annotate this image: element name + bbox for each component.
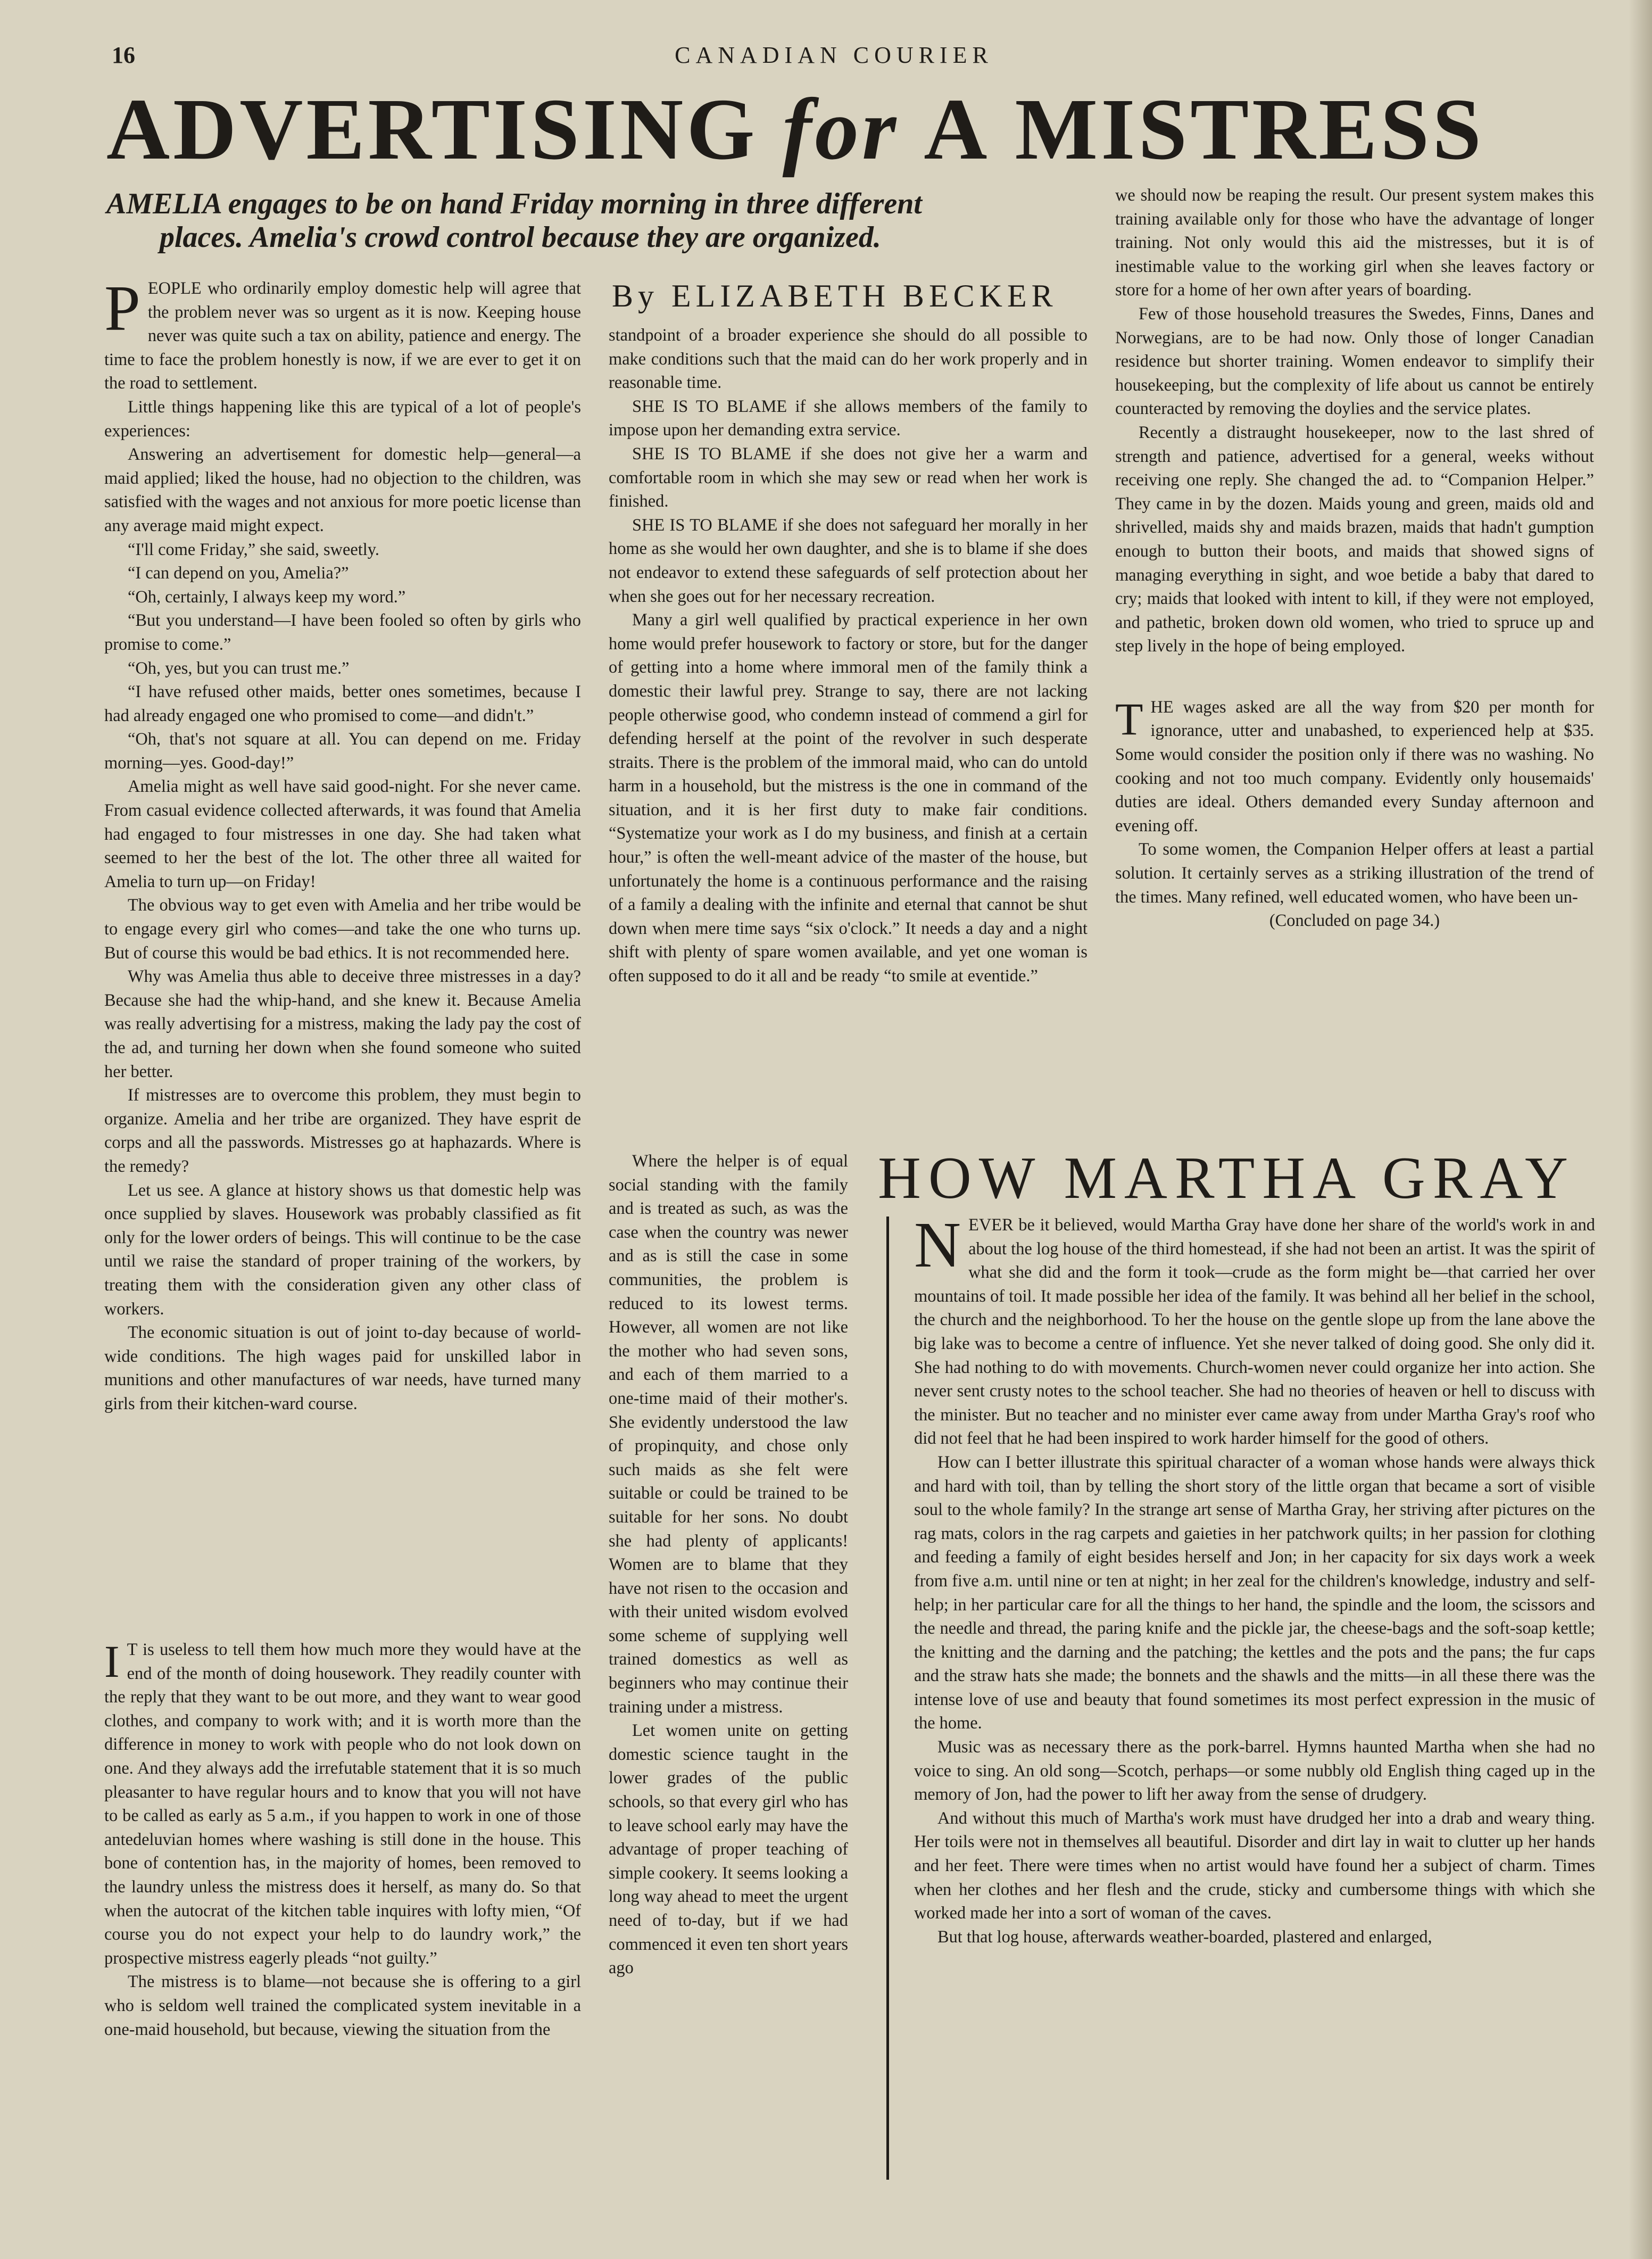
paragraph: PEOPLE who ordinarily employ domestic help will agree that the problem never was so urgent as it is now. Keeping house never was quite such a tax on ability, patience and energy. The time to face the problem honestly is now, if we are ever to get it on the road to settlement. — [104, 272, 581, 393]
title-word-a: A — [924, 80, 991, 178]
paragraph: But that log house, afterwards weather-boarded, plastered and enlarged, — [937, 1927, 1432, 1947]
paragraph: Recently a distraught housekeeper, now to the last shred of strength and patience, advertised for a general, weeks without receiving one reply. She changed the ad. to “Companion Helper.” They came in by the dozen. Maids young and green, maids old and shrivelled, maids shy and maids brazen, maids that hadn't gumption enough to button their boots, and maids that showed signs of managing everything in sight, and woe betide a baby that dared to cry; maids that looked with intent to kill, if they were not employed, and pathetic, broken down old women, who tried to spruce up and step lively in the hope of being employed. — [1115, 423, 1594, 656]
paragraph: Where the helper is of equal social standing with the family and is treated as such, as was the case when the country was newer and as is still the case in some communities, the problem is reduced to its lowest terms. However, all women are not like the mother who had seven sons, and each of them married to a one-time maid of their mother's. She evidently understood the law of propinquity, and chose only such maids as she felt were suitable or could be trained to be suitable for her sons. No doubt she had plenty of applicants! Women are to blame that they have not risen to the occasion and with their united wisdom evolved some scheme of supplying well trained domestics as well as beginners who may continue their training under a mistress. — [609, 1152, 848, 1717]
drop-cap: T — [1115, 693, 1143, 744]
paragraph: How can I better illustrate this spiritual character of a woman whose hands were always thick and hard with toil, than by telling the short story of the little organ that became a sort of visible soul to the whole family? In the strange art sense of Martha Gray, her striving after pictures on the rag mats, colors in the rag carpets and gaieties in her patchwork quilts; in her passion for clothing and feeding a family of eight besides herself and Jon; in her capacity for six days work a week from five a.m. until nine or ten at night; in her zeal for the children's knowledge, industry and self-help; in her particular care for all the things to her hand, the spindle and the loom, the scissors and the needle and thread, the paring knife and the pickle jar, the cheese-bags and the soft-soap kettle; the knitting and the darning and the patching; the kettles and the pots and the pans; the fur caps and the straw hats she made; the bonnets and the shawls and the mitts—in all these there was the intense love of use and beauty that found sometimes its most perfect expression in the music of the home. — [914, 1452, 1595, 1733]
drop-cap: P — [104, 272, 140, 344]
paragraph: Amelia might as well have said good-night. For she never came. From casual evidence collected afterwards, it was found that Amelia had engaged to four mistresses in one day. She had taken what seemed to her the best of the lot. The other three all waited for Amelia to turn up—on Friday! — [104, 777, 581, 891]
second-article-title: HOW MARTHA GRAY — [878, 1145, 1575, 1211]
drop-cap: N — [914, 1209, 961, 1281]
paragraph: Let us see. A glance at history shows us that domestic help was once supplied by slaves. Housework was probably classified as fit only for the lower orders of beings. This will continue to be the case until we raise the standard of proper training of the workers, by treating them with the consideration given any other class of workers. — [104, 1180, 581, 1319]
column-2 — [609, 324, 1088, 988]
paragraph: Why was Amelia thus able to deceive three mistresses in a day? Because she had the whip-hand, and she knew it. Because Amelia was really advertising for a mistress, making the lady pay the cost of the ad, and turning her down when she found someone who suited her better. — [104, 967, 581, 1081]
column-3 — [1115, 184, 1594, 933]
title-word-advertising: ADVERTISING — [106, 80, 758, 178]
paragraph: NEVER be it believed, would Martha Gray have done her share of the world's work in and about the log house of the third homestead, if she had not been an artist. It was the spirit of what she did and the form it took—crude as the form might be—that carried her over mountains of toil. It made possible her idea of the family. It was behind all her belief in the school, the church and the neighborhood. To her the house on the gentle slope up from the lane above the big lake was to become a centre of influence. Yet she never talked of doing good. She only did it. She had nothing to do with movements. Church-women never could organize her into action. She never sent crusty notes to the school teacher. She had no theories of heaven or hell to discuss with the minister. But no teacher and no minister ever came away from under Martha Gray's roof who did not feel that he had been inspired to work harder himself for the good of others. — [914, 1209, 1595, 1449]
page-edge — [1629, 0, 1652, 2259]
paragraph: Few of those household treasures the Swedes, Finns, Danes and Norwegians, are to be had now. Only those of longer Canadian residence but shorter training. Women endeavor to simplify their housekeeping, but the complexity of life about us cannot be entirely counteracted by removing the doylies and the service plates. — [1115, 304, 1594, 419]
article-deck — [106, 187, 1096, 254]
page-number: 16 — [112, 42, 135, 68]
paragraph: “I have refused other maids, better ones sometimes, because I had already engaged one who promised to come—and didn't.” — [104, 682, 581, 725]
drop-cap: I — [104, 1636, 120, 1687]
paragraph: “Oh, certainly, I always keep my word.” — [128, 587, 406, 607]
second-article-body — [914, 1209, 1595, 1949]
title-word-mistress: MISTRESS — [1015, 80, 1484, 178]
paragraph: we should now be reaping the result. Our present system makes this training available only for those who have the advantage of longer training. Not only would this aid the mistresses, but it is of inestimable value to the working girl when she leaves factory or store for a home of her own after years of boarding. — [1115, 186, 1594, 300]
byline: By ELIZABETH BECKER — [612, 278, 1058, 313]
paragraph: Music was as necessary there as the pork-barrel. Hymns haunted Martha when she had no voice to sing. An old song—Scotch, perhaps—or some nubbly old English thing caged up in the memory of Jon, had the power to lift her away from the sense of drudgery. — [914, 1737, 1595, 1805]
column-2-narrow — [609, 1149, 848, 1980]
paragraph: SHE IS TO BLAME if she allows members of the family to impose upon her demanding extra service. — [609, 396, 1088, 440]
paragraph: The mistress is to blame—not because she is offering to a girl who is seldom well trained the complicated system inevitable in a one-maid household, but because, viewing the situation from the — [104, 1972, 581, 2039]
paragraph: Let women unite on getting domestic science taught in the lower grades of the public schools, so that every girl who has to leave school early may have the advantage of proper teaching of simple cookery. It seems looking a long way ahead to meet the urgent need of to-day, but if we had commenced it even ten short years ago — [609, 1721, 848, 1978]
column-1-lower — [104, 1638, 581, 2041]
running-head: CANADIAN COURIER — [675, 42, 993, 68]
deck-line-1: AMELIA engages to be on hand Friday morning in three different — [106, 187, 922, 220]
paragraph: Little things happening like this are typical of a lot of people's experiences: — [104, 397, 581, 441]
column-1 — [104, 272, 581, 1416]
article-title — [106, 80, 1596, 178]
continuation-note: (Concluded on page 34.) — [1269, 911, 1440, 931]
title-word-for: for — [782, 80, 900, 178]
paragraph: To some women, the Companion Helper offers at least a partial solution. It certainly serves as a striking illustration of the trend of the times. Many refined, well educated women, who have been un- — [1115, 840, 1594, 907]
deck-line-2: places. Amelia's crowd control because they are organized. — [160, 220, 881, 254]
column-rule — [886, 1217, 889, 2180]
paragraph: THE wages asked are all the way from $20 per month for ignorance, utter and unabashed, to experienced help at $35. Some would consider the position only if there was no washing. No cooking and not too much company. Evidently only housemaids' duties are ideal. Others demanded every Sunday afternoon and evening off. — [1115, 693, 1594, 835]
paragraph: “I'll come Friday,” she said, sweetly. — [128, 540, 379, 559]
paragraph: The economic situation is out of joint to-day because of world-wide conditions. The high wages paid for unskilled labor in munitions and other manufactures of war needs, have turned many girls from their kitchen-ward course. — [104, 1323, 581, 1413]
paragraph: “Oh, yes, but you can trust me.” — [128, 658, 350, 678]
page-header — [112, 42, 1556, 69]
paragraph: SHE IS TO BLAME if she does not give her a warm and comfortable room in which she may sew or read when her work is finished. — [609, 444, 1088, 511]
paragraph: If mistresses are to overcome this problem, they must begin to organize. Amelia and her tribe are organized. They have esprit de corps and all the passwords. Mistresses go at haphazards. Where is the remedy? — [104, 1086, 581, 1176]
paragraph: And without this much of Martha's work must have drudged her into a drab and weary thing. Her toils were not in themselves all beautiful. Disorder and dirt lay in wait to clutter up her hands and her feet. There were times when no artist would have found her a subject of charm. Times when her clothes and her flesh and the crude, sticky and cumbersome things with which she worked made her into a sort of woman of the caves. — [914, 1808, 1595, 1923]
paragraph: I T is useless to tell them how much more they would have at the end of the month of doing housework. They readily counter with the reply that they want to be out more, and they want to wear good clothes, and company to work with; and it is worth more than the difference in money to work with people who do not look down on one. And they always add the irrefutable statement that it is so much pleasanter to have regular hours and to know that you will not have to be called as early as 5 a.m., if you happen to work in one of those antedeluvian homes where washing is still done in the house. This bone of contention has, in the majority of homes, been removed to the laundry unless the mistress does it herself, as many do. So that when the autocrat of the kitchen table inquires with lofty mien, “Of course you do not expect your help to do laundry work,” the prospective mistress eagerly pleads “not guilty.” — [104, 1636, 581, 1968]
paragraph: “Oh, that's not square at all. You can depend on me. Friday morning—yes. Good-day!” — [104, 730, 581, 773]
paragraph: “I can depend on you, Amelia?” — [128, 564, 349, 583]
paragraph: Many a girl well qualified by practical experience in her own home would prefer housework to factory or store, but for the danger of getting into a home where immoral men of the family think a domestic their lawful prey. Strange to say, there are not lacking people otherwise good, who condemn instead of commend a girl for defending herself at the point of the revolver in such desperate straits. There is the problem of the immoral maid, who can do untold harm in a household, but the mistress is the one in command of the situation, and it is her first duty to make fair conditions. “Systematize your work as I do my business, and finish at a certain hour,” is often the well-meant advice of the master of the house, but unfortunately the home is a continuous performance and the raising of a family a dealing with the infinite and eternal that cannot be shut down when mere time says “six o'clock.” It needs a day and a night shift with plenty of spare women available, and yet one woman is often supposed to do it all and be ready “to smile at eventide.” — [609, 610, 1088, 986]
paragraph: standpoint of a broader experience she should do all possible to make conditions such that the maid can do her work properly and in reasonable time. — [609, 326, 1088, 393]
paragraph: SHE IS TO BLAME if she does not safeguard her morally in her home as she would her own daughter, and she is to blame if she does not endeavor to extend these safeguards of self protection about her when she goes out for her necessary recreation. — [609, 515, 1088, 606]
paragraph: “But you understand—I have been fooled so often by girls who promise to come.” — [104, 611, 581, 654]
paragraph: Answering an advertisement for domestic help—general—a maid applied; liked the house, had no objection to the children, was satisfied with the wages and not anxious for more poetic license than any average maid might expect. — [104, 445, 581, 535]
paragraph: The obvious way to get even with Amelia and her tribe would be to engage every girl who comes—and take the one who turns up. But of course this would be bad ethics. It is not recommended here. — [104, 896, 581, 963]
